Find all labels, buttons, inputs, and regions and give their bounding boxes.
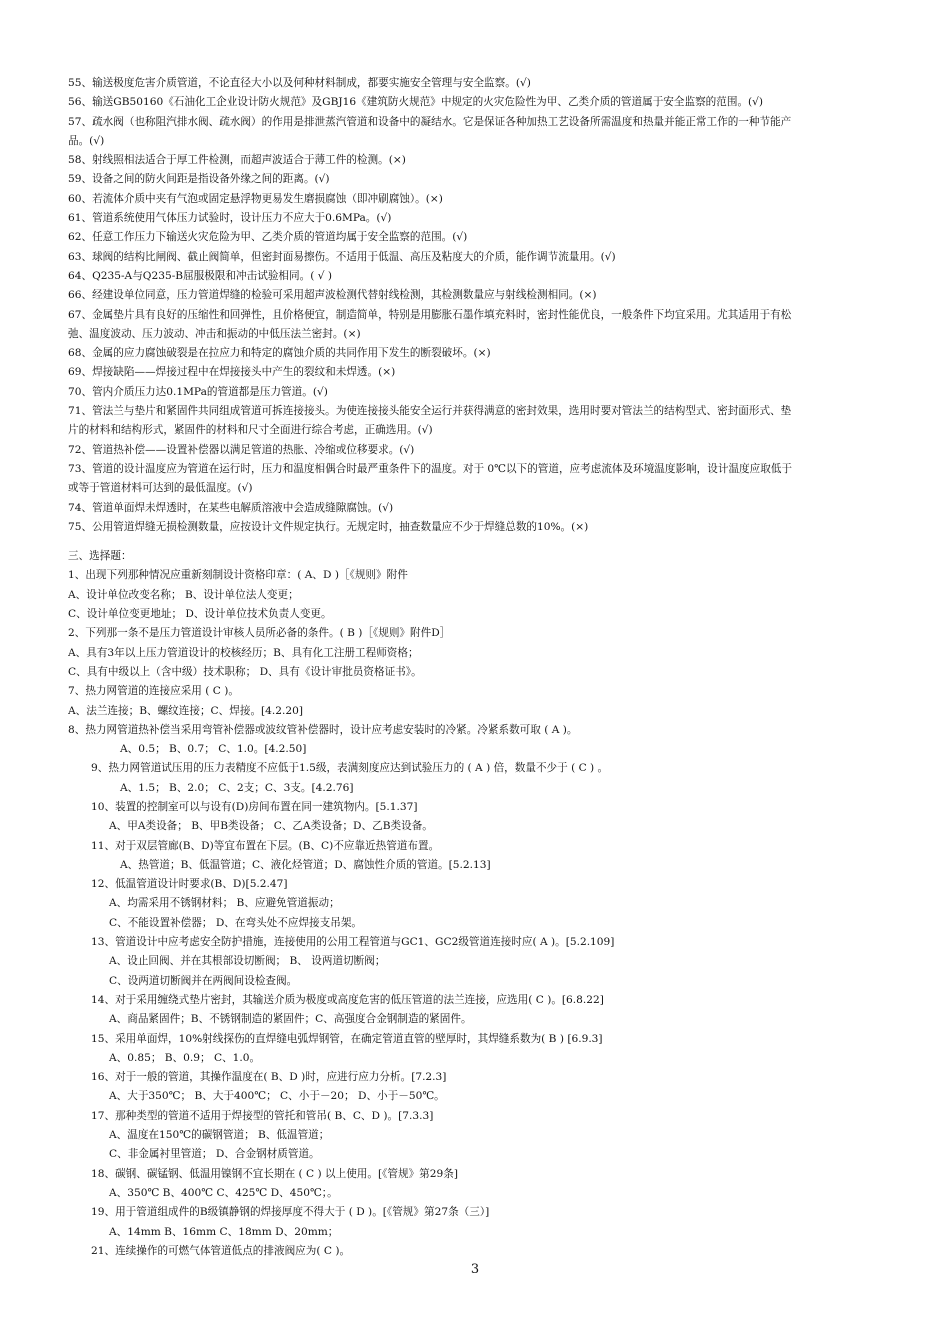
question-line: 2、下列那一条不是压力管道设计审核人员所必备的条件。( B )［《规则》附件D］ [68,627,451,640]
section-gap [68,537,890,547]
option-line: C、设两道切断阀并在两阀间设检查阀。 [109,974,298,987]
question-line: 9、热力网管道试压用的压力表精度不应低于1.5级，表满刻度应达到试验压力的 ( A ) 倍，数量不少于 ( C ) 。 [91,762,609,775]
text-line: 61、管道系统使用气体压力试验时，设计压力不应大于0.6MPa。(√) [68,212,392,225]
option-line: A、1.5； B、2.0； C、2支；C、3支。[4.2.76] [120,781,354,794]
question-line: 19、用于管道组成件的B级镇静钢的焊接厚度不得大于 ( D )。[《管规》第27条（三）] [91,1206,490,1219]
text-line: 70、管内介质压力达0.1MPa的管道都是压力管道。(√) [68,385,328,398]
option-line: C、不能设置补偿器； D、在弯头处不应焊接支吊架。 [109,916,363,929]
text-line: 58、射线照相法适合于厚工件检测，而超声波适合于薄工件的检测。(×) [68,154,406,167]
question-line: 11、对于双层管廊(B、D)等宜布置在下层。(B、C)不应靠近热管道布置。 [91,839,440,852]
text-line: 或等于管道材料可达到的最低温度。(√) [68,482,253,495]
option-line: C、非金属衬里管道； D、合金钢材质管道。 [109,1148,320,1161]
text-line: 67、金属垫片具有良好的压缩性和回弹性，且价格便宜，制造简单，特别是用膨胀石墨作填充料时，密封性能优良，一般条件下均宜采用。尤其适用于有松 [68,308,792,321]
question-line: 10、装置的控制室可以与设有(D)房间布置在同一建筑物内。[5.1.37] [91,800,418,813]
text-line: 71、管法兰与垫片和紧固件共同组成管道可拆连接接头。为使连接接头能安全运行并获得满意的密封效果，选用时要对管法兰的结构型式、密封面形式、垫 [68,405,792,418]
question-line: 1、出现下列那种情况应重新刻制设计资格印章：( A、D )［《规则》附件 [68,569,408,582]
option-line: C、具有中级以上（含中级）技术职称； D、具有《设计审批员资格证书》。 [68,665,422,678]
option-line: A、设止回阀、并在其根部设切断阀； B、 设两道切断阀； [109,955,386,968]
option-line: A、甲A类设备； B、甲B类设备； C、乙A类设备；D、乙B类设备。 [109,820,433,833]
question-line: 18、碳钢、碳锰钢、低温用镍钢不宜长期在 ( C ) 以上使用。[《管规》第29条] [91,1167,458,1180]
option-line: A、设计单位改变名称； B、设计单位法人变更； [68,588,299,601]
text-line: 73、管道的设计温度应为管道在运行时，压力和温度相偶合时最严重条件下的温度。对于 0℃以下的管道，应考虑流体及环境温度影响，设计温度应取低于 [68,462,793,475]
option-line: C、设计单位变更地址； D、设计单位技术负责人变更。 [68,608,332,621]
text-line: 63、球阀的结构比闸阀、截止阀简单，但密封面易擦伤。不适用于低温、高压及粘度大的介质，能作调节流量用。(√) [68,250,616,263]
text-line: 片的材料和结构形式，紧固件的材料和尺寸全面进行综合考虑，正确选用。(√) [68,424,433,437]
question-line: 21、连续操作的可燃气体管道低点的排液阀应为( C )。 [91,1244,351,1257]
option-line: A、大于350℃； B、大于400℃； C、小于－20； D、小于－50℃。 [109,1090,445,1103]
text-line: 品。(√) [68,134,105,147]
text-line: 74、管道单面焊未焊透时，在某些电解质溶液中会造成缝隙腐蚀。(√) [68,501,394,514]
text-line: 弛、温度波动、压力波动、冲击和振动的中低压法兰密封。(×) [68,327,361,340]
option-line: A、均需采用不锈钢材料； B、应避免管道振动； [109,897,340,910]
option-line: A、350℃ B、400℃ C、425℃ D、450℃；。 [109,1186,338,1199]
text-line: 69、焊接缺陷——焊接过程中在焊接接头中产生的裂纹和未焊透。(×) [68,366,396,379]
page-number: 3 [470,1262,480,1277]
option-line: A、温度在150℃的碳钢管道； B、低温管道； [109,1129,330,1142]
option-line: A、具有3年以上压力管道设计的校核经历；B、具有化工注册工程师资格； [68,646,419,659]
option-line: A、商品紧固件；B、不锈钢制造的紧固件；C、高强度合金钢制造的紧固件。 [109,1013,472,1026]
text-line: 55、输送极度危害介质管道，不论直径大小以及何种材料制成，都要实施安全管理与安全监察。(√) [68,77,531,89]
text-line: 68、金属的应力腐蚀破裂是在拉应力和特定的腐蚀介质的共同作用下发生的断裂破坏。(×) [68,347,491,360]
text-line: 60、若流体介质中夹有气泡或固定悬浮物更易发生磨损腐蚀（即冲刷腐蚀）。(×) [68,192,443,205]
question-line: 8、热力网管道热补偿当采用弯管补偿器或波纹管补偿器时，设计应考虑安装时的冷紧。冷紧系数可取 ( A )。 [68,723,578,736]
text-line: 59、设备之间的防火间距是指设备外缘之间的距离。(√) [68,173,330,186]
text-line: 72、管道热补偿——设置补偿器以满足管道的热胀、冷缩或位移要求。(√) [68,443,415,456]
question-line: 17、那种类型的管道不适用于焊接型的管托和管吊( B、C、D )。[7.3.3] [91,1109,434,1122]
text-line: 64、Q235-A与Q235-B屈服极限和冲击试验相同。( √ ) [68,269,332,282]
text-line: 57、疏水阀（也称阻汽排水阀、疏水阀）的作用是排泄蒸汽管道和设备中的凝结水。它是保证各种加热工艺设备所需温度和热量并能正常工作的一种节能产 [68,115,792,128]
text-line: 66、经建设单位同意，压力管道焊缝的检验可采用超声波检测代替射线检测，其检测数量应与射线检测相同。(×) [68,289,597,302]
option-line: A、0.85； B、0.9； C、1.0。 [109,1051,261,1064]
text-line: 62、任意工作压力下输送火灾危险为甲、乙类介质的管道均属于安全监察的范围。(√) [68,231,468,244]
question-line: 12、低温管道设计时要求(B、D)[5.2.47] [91,878,288,891]
option-line: A、法兰连接；B、螺纹连接；C、焊接。[4.2.20] [68,704,304,717]
document-body [68,74,890,1261]
option-line: A、0.5； B、0.7； C、1.0。[4.2.50] [120,743,307,756]
option-line: A、热管道；B、低温管道；C、液化烃管道；D、腐蚀性介质的管道。[5.2.13] [120,858,491,871]
option-line: A、14mm B、16mm C、18mm D、20mm； [109,1225,339,1238]
question-line: 13、管道设计中应考虑安全防护措施，连接使用的公用工程管道与GC1、GC2级管道连接时应( A )。[5.2.109] [91,936,615,949]
question-line: 16、对于一般的管道，其操作温度在( B、D )时，应进行应力分析。[7.2.3] [91,1071,447,1084]
text-line: 56、输送GB50160《石油化工企业设计防火规范》及GBJ16《建筑防火规范》中规定的火灾危险性为甲、乙类介质的管道属于安全监察的范围。(√) [68,96,764,109]
question-line: 7、热力网管道的连接应采用 ( C )。 [68,685,239,698]
text-line: 75、公用管道焊缝无损检测数量，应按设计文件规定执行。无规定时，抽查数量应不少于焊缝总数的10%。(×) [68,520,589,533]
question-line: 14、对于采用缠绕式垫片密封，其输送介质为极度或高度危害的低压管道的法兰连接，应选用( C )。[6.8.22] [91,993,604,1006]
section-heading: 三、选择题： [68,550,132,563]
question-line: 15、采用单面焊，10%射线探伤的直焊缝电弧焊钢管，在确定管道直管的壁厚时，其焊缝系数为( B ) [6.9.3] [91,1032,603,1045]
